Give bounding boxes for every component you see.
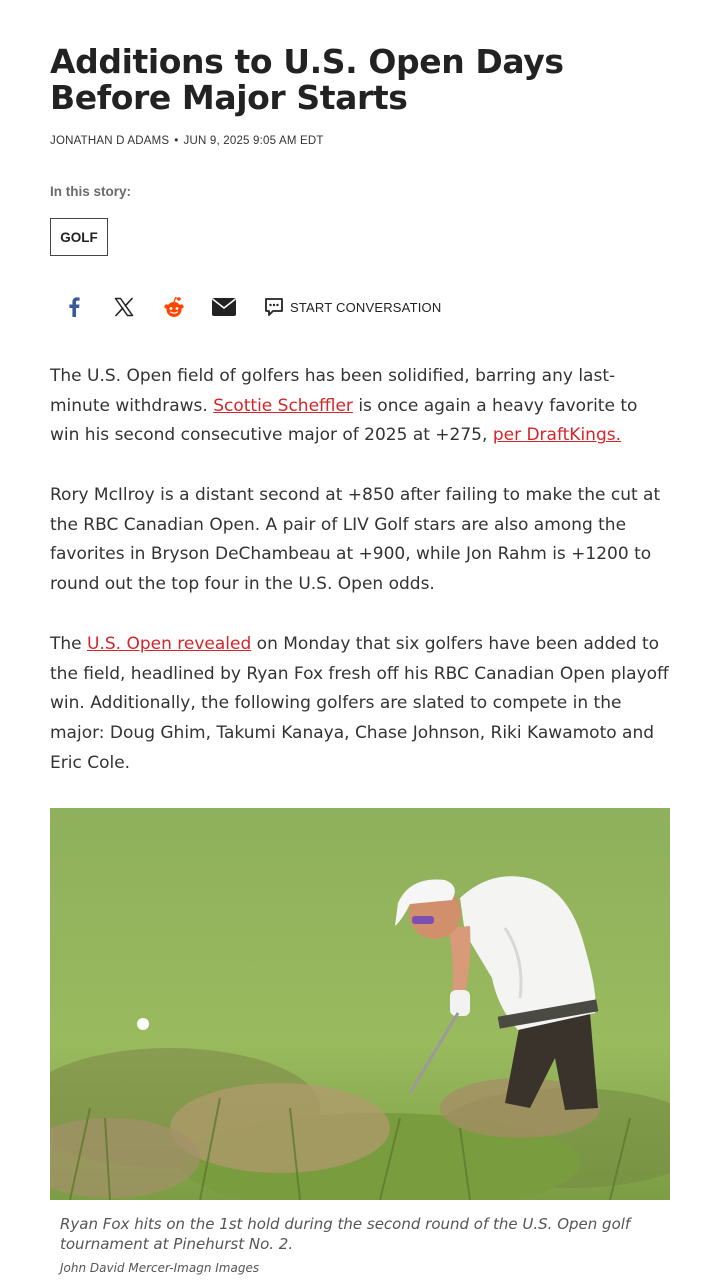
comment-icon	[264, 297, 284, 317]
article-photo	[50, 808, 670, 1200]
paragraph-text: on Monday that six golfers have been added to the field, headlined by Ryan Fox fresh off his RBC Canadian Open playoff win. Additionally, the following golfers are slated to compete in the major: Doug Ghim, Takumi Kanaya, Chase Johnson, Riki Kawamoto and Eric Cole.	[50, 634, 669, 773]
photo-credit: John David Mercer-Imagn Images	[60, 1261, 260, 1275]
in-this-story-label: In this story:	[50, 184, 132, 199]
body-paragraph-3	[50, 630, 672, 779]
paragraph-text: is once again a heavy favorite to win his second consecutive major of 2025 at +275,	[50, 395, 638, 446]
share-bar	[50, 290, 670, 324]
share-email-button[interactable]	[200, 290, 248, 324]
link-scottie-scheffler[interactable]: Scottie Scheffler	[213, 395, 353, 416]
author-name[interactable]: JONATHAN D ADAMS	[50, 135, 170, 147]
reddit-icon	[162, 296, 186, 318]
byline	[50, 135, 324, 147]
article-title: Additions to U.S. Open Days Before Major Starts	[50, 42, 564, 117]
publish-date: JUN 9, 2025 9:05 AM EDT	[183, 135, 324, 147]
golfer-photo-illustration	[50, 808, 670, 1200]
body-paragraph-1	[50, 362, 672, 451]
share-facebook-button[interactable]	[50, 290, 98, 324]
start-conversation-button[interactable]	[264, 294, 441, 320]
start-conversation-label: START CONVERSATION	[290, 299, 442, 315]
paragraph-text: The U.S. Open field of golfers has been solidified, barring any last-minute withdraws.	[50, 366, 616, 416]
share-reddit-button[interactable]	[150, 290, 198, 324]
body-paragraph-2: Rory McIlroy is a distant second at +850 after failing to make the cut at the RBC Canadian Open. A pair of LIV Golf stars are also among the favorites in Bryson DeChambeau at +900, while Jon Rahm is +1200 to round out the top four in the U.S. Open odds.	[50, 485, 661, 595]
facebook-icon	[68, 297, 80, 317]
email-icon	[211, 297, 237, 317]
link-us-open-revealed[interactable]: U.S. Open revealed	[87, 634, 252, 654]
paragraph-text: The	[50, 634, 88, 654]
tag-golf[interactable]: GOLF	[50, 218, 108, 256]
x-icon	[114, 297, 134, 317]
link-draftkings[interactable]: per DraftKings.	[492, 425, 622, 446]
photo-caption: Ryan Fox hits on the 1st hold during the second round of the U.S. Open golf tournament at Pinehurst No. 2.	[60, 1215, 631, 1253]
share-x-button[interactable]	[100, 290, 148, 324]
byline-separator: •	[174, 135, 179, 147]
